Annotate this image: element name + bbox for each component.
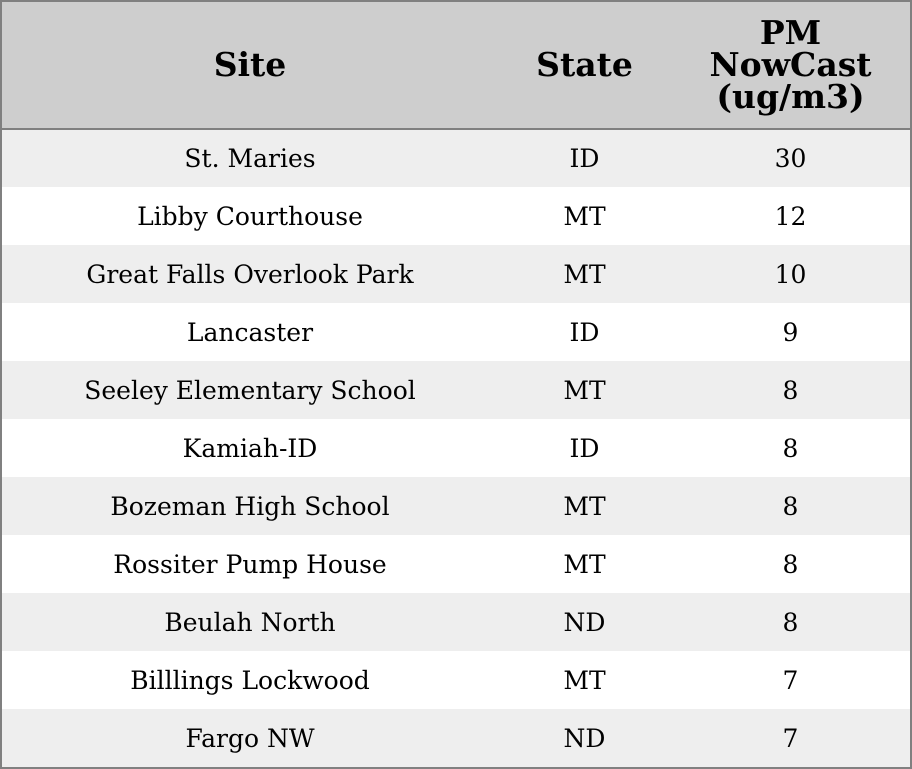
header-pm-line-1: PM: [759, 13, 822, 52]
site-cell: St. Maries: [184, 144, 316, 173]
state-cell: MT: [563, 549, 606, 579]
pm-value-cell: 8: [782, 375, 799, 405]
state-cell: MT: [563, 259, 606, 289]
site-cell: Billlings Lockwood: [130, 665, 370, 695]
header-state-line: State: [536, 45, 633, 84]
state-cell: MT: [563, 665, 606, 695]
table-body: [2, 129, 910, 767]
site-cell: Fargo NW: [185, 723, 315, 753]
table-row: [2, 361, 910, 419]
table-row: [2, 593, 910, 651]
pm-nowcast-table: [2, 2, 910, 767]
state-cell: ND: [563, 607, 606, 637]
pm-value-cell: 7: [782, 723, 799, 753]
header-pm-nowcast: [671, 2, 910, 129]
state-cell: ID: [569, 433, 600, 463]
pm-value-cell: 9: [782, 317, 799, 347]
state-cell: ND: [563, 723, 606, 753]
table-row: [2, 303, 910, 361]
state-cell: ID: [569, 144, 600, 173]
site-cell: Beulah North: [164, 607, 336, 637]
pm-value-cell: 8: [782, 491, 799, 521]
pm-value-cell: 30: [774, 144, 807, 173]
pm-value-cell: 8: [782, 549, 799, 579]
pm-value-cell: 12: [774, 201, 807, 231]
table-row: [2, 245, 910, 303]
table-row: [2, 129, 910, 187]
site-cell: Seeley Elementary School: [84, 375, 416, 405]
table-row: [2, 709, 910, 767]
header-state: [498, 2, 671, 129]
state-cell: MT: [563, 491, 606, 521]
pm-value-cell: 8: [782, 433, 799, 463]
site-cell: Lancaster: [186, 317, 314, 347]
pm-value-cell: 8: [782, 607, 799, 637]
table-header: [2, 2, 910, 129]
table-row: [2, 419, 910, 477]
header-row: [2, 2, 910, 129]
state-cell: MT: [563, 375, 606, 405]
site-cell: Libby Courthouse: [137, 201, 363, 231]
pm-value-cell: 10: [774, 259, 807, 289]
site-cell: Bozeman High School: [110, 491, 390, 521]
state-cell: MT: [563, 201, 606, 231]
pm-value-cell: 7: [782, 665, 799, 695]
site-cell: Great Falls Overlook Park: [86, 259, 414, 289]
table-row: [2, 477, 910, 535]
table-row: [2, 535, 910, 593]
header-site-line: Site: [213, 45, 287, 84]
table-row: [2, 187, 910, 245]
header-pm-line-2: NowCast: [709, 45, 872, 84]
header-pm-line-3: (ug/m3): [716, 77, 865, 116]
table-row: [2, 651, 910, 709]
site-cell: Kamiah-ID: [182, 433, 318, 463]
header-site: [2, 2, 498, 129]
site-cell: Rossiter Pump House: [113, 549, 387, 579]
state-cell: ID: [569, 317, 600, 347]
